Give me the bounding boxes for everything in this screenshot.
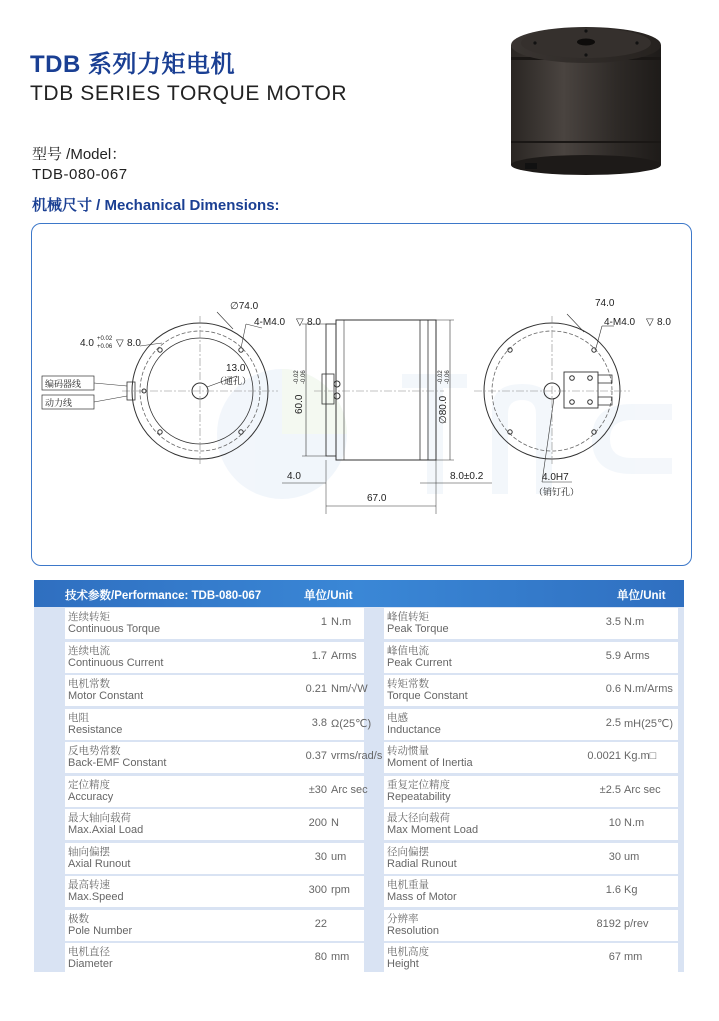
param-value: ±2.5 [599,783,621,796]
param-value: 3.8 [311,716,327,729]
param-name-cn: 电感 [387,711,408,724]
param-name-en: Height [387,958,419,970]
param-unit: um [331,850,347,863]
param-cell-right [384,742,678,773]
param-unit: Nm/√W [331,683,368,695]
param-name-cn: 反电势常数 [68,745,121,757]
side-dia-60-tol-down: -0.06 [301,370,307,384]
front-depth-symbol: ▽ [296,317,304,328]
param-name-en: Moment of Inertia [387,757,473,769]
hole-offset-tol-up: +0.02 [97,336,113,342]
table-row [34,943,684,974]
param-value: 30 [314,850,327,863]
param-name-cn: 电机高度 [387,946,429,958]
page-title-en: TDB SERIES TORQUE MOTOR [30,82,348,105]
param-cell-right [384,809,678,840]
performance-table [34,580,684,972]
side-dia-80-label: ∅80.0 [438,395,449,424]
param-value: 80 [314,951,327,963]
param-unit: N.m [624,616,645,628]
param-unit: mm [624,951,643,963]
param-cell-right [384,776,678,807]
table-row [34,608,684,639]
param-value: 0.21 [305,683,327,695]
param-name-en: Mass of Motor [387,891,457,903]
model-value: TDB-080-067 [32,166,128,183]
param-value: 1.6 [605,884,621,896]
param-cell-left [65,709,372,740]
table-row [34,843,684,874]
param-cell-right [384,642,678,673]
side-dia-60-tol-up: -0.02 [294,370,300,384]
param-name-en: Radial Runout [387,857,457,870]
param-cell-right [384,910,678,941]
param-name-en: Continuous Torque [68,623,161,635]
pin-hole-label: 4.0H7 [542,472,569,483]
param-value: 10 [608,817,621,829]
center-hole-label: 13.0 [226,363,246,374]
param-cell-right [384,943,678,974]
param-name-cn: 最高转速 [68,879,110,891]
param-value: 67 [608,951,621,963]
param-cell-left [65,742,383,773]
param-unit: Arc sec [331,783,368,796]
param-cell-left [65,809,364,840]
hole-offset-tol-down: +0.06 [97,344,113,350]
hole-offset-label: 4.0 [80,338,94,349]
param-unit: Arc sec [624,783,661,796]
table-row [34,675,684,706]
power-wire-label: 动力线 [45,398,73,408]
rear-thread-label: 4-M4.0 [604,317,636,328]
param-name-en: Continuous Current [68,656,164,669]
param-value: 1 [320,616,327,628]
param-unit: N.m [624,817,645,829]
param-value: 1.7 [311,649,327,662]
table-row [34,742,684,773]
param-name-en: Motor Constant [68,690,144,702]
param-name-en: Max Moment Load [387,824,479,836]
param-name-en: Torque Constant [387,690,468,702]
table-row [34,642,684,673]
param-name-en: Axial Runout [68,857,131,870]
param-name-cn: 转矩常数 [387,678,429,690]
table-row [34,709,684,740]
param-name-en: Inductance [387,723,441,736]
param-name-cn: 转动惯量 [387,745,429,757]
param-value: 22 [314,917,327,930]
param-name-cn: 分辨率 [387,912,419,925]
param-unit: Arms [624,649,650,662]
param-cell-left [65,608,364,639]
param-name-cn: 重复定位精度 [387,778,450,791]
param-name-en: Accuracy [68,790,114,803]
side-length-label: 67.0 [367,493,387,504]
param-cell-right [384,608,678,639]
dimensions-heading: 机械尺寸 / Mechanical Dimensions: [32,197,280,214]
mechanical-drawing [32,224,692,566]
pin-hole-desc: （销钉孔） [534,487,580,497]
param-name-en: Peak Torque [387,623,449,635]
param-name-cn: 连续转矩 [68,611,110,623]
param-name-cn: 电机重量 [387,879,429,891]
side-flange-label: 8.0±0.2 [450,471,484,482]
watermark-logo [217,369,672,499]
param-cell-left [65,776,368,807]
table-row [34,876,684,907]
param-cell-right [384,709,678,740]
param-name-en: Max.Axial Load [68,824,144,836]
rear-depth-symbol: ▽ [646,317,654,328]
param-unit: um [624,850,640,863]
param-value: 3.5 [605,616,621,628]
param-unit: rpm [331,884,350,896]
param-cell-left [65,943,364,974]
front-thread-label: 4-M4.0 [254,317,286,328]
param-unit: Kg.m□ [624,750,657,762]
param-cell-left [65,910,364,941]
param-name-en: Max.Speed [68,891,124,903]
param-cell-left [65,876,364,907]
side-dia-80-tol-down: -0.06 [445,370,451,384]
param-name-en: Repeatability [387,790,451,803]
param-unit: Ω(25℃) [331,717,372,730]
param-name-en: Pole Number [68,924,133,937]
param-name-cn: 电阻 [68,711,89,724]
mechanical-drawing-panel [31,223,692,566]
side-dia-60-label: 60.0 [294,394,305,414]
table-header [34,580,684,607]
param-unit: mH(25℃) [624,717,674,730]
motor-photo [495,5,680,180]
rear-depth-label: 8.0 [657,317,671,328]
param-name-cn: 轴向偏摆 [68,845,110,858]
param-unit: vrms/rad/s [331,750,383,762]
model-label: 型号 /Model： [32,146,127,163]
param-value: 5.9 [605,649,621,662]
param-value: 0.0021 [587,750,621,762]
front-diameter-label: ∅74.0 [230,301,259,312]
param-name-en: Resistance [68,723,123,736]
hole-depth-label: 8.0 [127,338,141,349]
param-value: 0.37 [305,750,327,762]
param-name-en: Peak Current [387,656,452,669]
param-unit: p/rev [624,917,649,930]
table-header-params: 技术参数/Performance: TDB-080-067 [65,590,262,602]
side-step-label: 4.0 [287,471,301,482]
table-header-unit-right: 单位/Unit [617,590,666,602]
param-value: 200 [308,817,327,829]
param-name-cn: 峰值电流 [387,644,429,657]
table-row [34,809,684,840]
table-row [34,776,684,807]
param-unit: N.m/Arms [624,683,673,695]
param-cell-left [65,675,368,706]
table-row [34,910,684,941]
param-cell-left [65,642,364,673]
encoder-wire-label: 编码器线 [45,379,82,389]
param-value: 8192 [596,917,621,930]
side-dia-80-tol-up: -0.02 [438,370,444,384]
param-value: 30 [608,850,621,863]
through-hole-label: （通孔） [215,376,252,386]
param-name-cn: 电机直径 [68,946,110,958]
param-cell-right [384,876,678,907]
rear-diameter-label: 74.0 [595,298,615,309]
param-value: 0.6 [605,683,621,695]
param-name-cn: 连续电流 [68,644,110,657]
param-value: 2.5 [605,716,621,729]
param-name-en: Resolution [387,924,439,937]
table-header-unit-left: 单位/Unit [304,590,353,602]
page-title-cn: TDB 系列力矩电机 [30,51,235,78]
param-name-cn: 径向偏摆 [387,845,429,858]
front-depth-label: 8.0 [307,317,321,328]
param-name-cn: 极数 [68,912,89,925]
param-name-cn: 峰值转矩 [387,611,429,623]
param-name-en: Diameter [68,958,113,970]
param-unit: N [331,817,339,829]
param-unit: N.m [331,616,352,628]
param-cell-right [384,675,678,706]
param-name-cn: 最大径向载荷 [387,812,450,824]
param-unit: mm [331,951,350,963]
param-name-cn: 最大轴向载荷 [68,812,131,824]
param-value: ±30 [308,783,327,796]
param-unit: Kg [624,884,638,896]
param-value: 300 [308,884,327,896]
param-cell-left [65,843,364,874]
param-unit: Arms [331,649,357,662]
param-name-cn: 定位精度 [68,778,110,791]
param-cell-right [384,843,678,874]
hole-depth-symbol: ▽ [116,338,124,349]
param-name-en: Back-EMF Constant [68,757,167,769]
param-name-cn: 电机常数 [68,678,110,690]
